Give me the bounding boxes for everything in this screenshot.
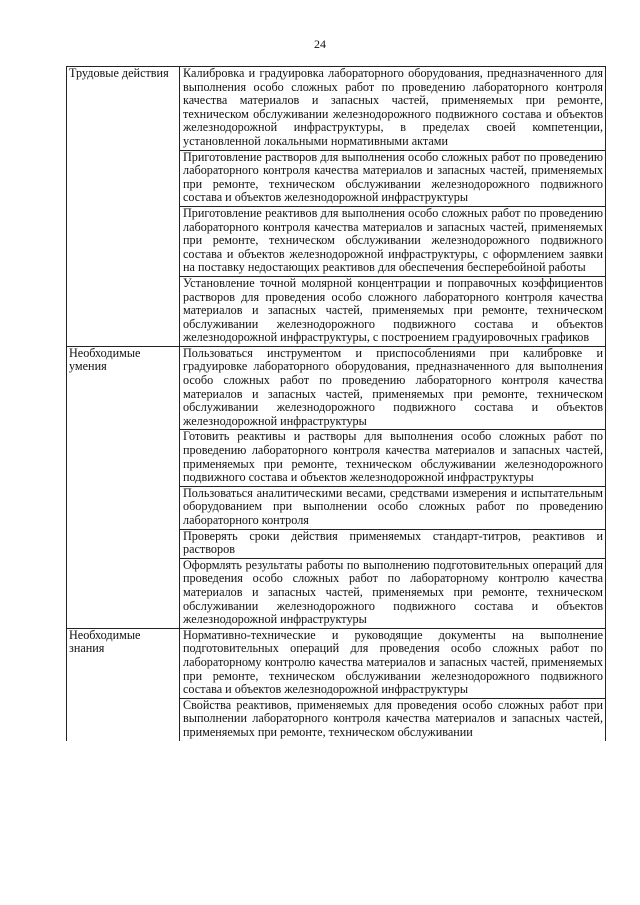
page-number: 24 (314, 37, 326, 51)
item-text-cell: Установление точной молярной концентрации и поправочных коэффициентов растворов для проведения особо сложного лабораторного контроля качества материалов и запасных частей, применяемых при ремонте, техническом обслуживании железнодорожного подвижного состава и объектов железнодорожной инфраструктуры, с построением градуировочных графиков (180, 276, 606, 346)
section-label-cell (67, 698, 180, 740)
table-row (67, 276, 606, 346)
table-row (67, 346, 606, 430)
section-label-cell (67, 276, 180, 346)
item-text-cell: Нормативно-технические и руководящие документы на выполнение подготовительных операций для проведения особо сложных работ по лабораторному контролю качества материалов и запасных частей, применяемых при ремонте, техническом обслуживании железнодорожного подвижного состава и объектов железнодорожной инфраструктуры (180, 628, 606, 698)
section-label-cell: Необходимые умения (67, 346, 180, 430)
item-text-cell: Приготовление реактивов для выполнения особо сложных работ по проведению лабораторного контроля качества материалов и запасных частей, применяемых при ремонте, техническом обслуживании железнодорожного подвижного состава и объектов железнодорожной инфраструктуры, с оформлением заявки на поставку недостающих реактивов для обеспечения бесперебойной работы (180, 206, 606, 276)
section-label-cell (67, 486, 180, 529)
table-row (67, 698, 606, 740)
item-text-cell: Оформлять результаты работы по выполнению подготовительных операций для проведения особо сложных работ по лабораторному контролю качества материалов и запасных частей, применяемых при ремонте, техническом обслуживании железнодорожного подвижного состава и объектов железнодорожной инфраструктуры (180, 558, 606, 628)
table-row (67, 558, 606, 628)
table-row (67, 67, 606, 151)
table-row (67, 628, 606, 698)
section-label-cell (67, 430, 180, 486)
section-label-cell: Необходимые знания (67, 628, 180, 698)
item-text-cell: Свойства реактивов, применяемых для проведения особо сложных работ при выполнении лабораторного контроля качества материалов и запасных частей, применяемых при ремонте, техническом обслуживании (180, 698, 606, 740)
section-label-cell (67, 206, 180, 276)
item-text-cell: Пользоваться инструментом и приспособлениями при калибровке и градуировке лабораторного оборудования, предназначенного для выполнения особо сложных работ по проведению лабораторного контроля качества материалов и запасных частей, применяемых при ремонте, техническом обслуживании железнодорожного подвижного состава и объектов железнодорожной инфраструктуры (180, 346, 606, 430)
table-row (67, 206, 606, 276)
section-label-cell (67, 558, 180, 628)
item-text-cell: Калибровка и градуировка лабораторного оборудования, предназначенного для выполнения особо сложных работ по проведению лабораторного контроля качества материалов и запасных частей, применяемых при ремонте, техническом обслуживании железнодорожного подвижного состава и объектов железнодорожной инфраструктуры, в пределах своей компетенции, установленной локальными нормативными актами (180, 67, 606, 151)
table-row (67, 529, 606, 558)
item-text-cell: Готовить реактивы и растворы для выполнения особо сложных работ по проведению лабораторного контроля качества материалов и запасных частей, применяемых при ремонте, техническом обслуживании железнодорожного подвижного состава и объектов железнодорожной инфраструктуры (180, 430, 606, 486)
section-label-cell: Трудовые действия (67, 67, 180, 151)
table-row (67, 486, 606, 529)
competency-table-body (67, 67, 606, 741)
competency-table (66, 66, 606, 741)
item-text-cell: Проверять сроки действия применяемых стандарт-титров, реактивов и растворов (180, 529, 606, 558)
table-row (67, 150, 606, 206)
table-row (67, 430, 606, 486)
item-text-cell: Пользоваться аналитическими весами, средствами измерения и испытательным оборудованием при выполнении особо сложных работ по проведению лабораторного контроля (180, 486, 606, 529)
section-label-cell (67, 150, 180, 206)
section-label-cell (67, 529, 180, 558)
item-text-cell: Приготовление растворов для выполнения особо сложных работ по проведению лабораторного контроля качества материалов и запасных частей, применяемых при ремонте, техническом обслуживании железнодорожного подвижного состава и объектов железнодорожной инфраструктуры (180, 150, 606, 206)
